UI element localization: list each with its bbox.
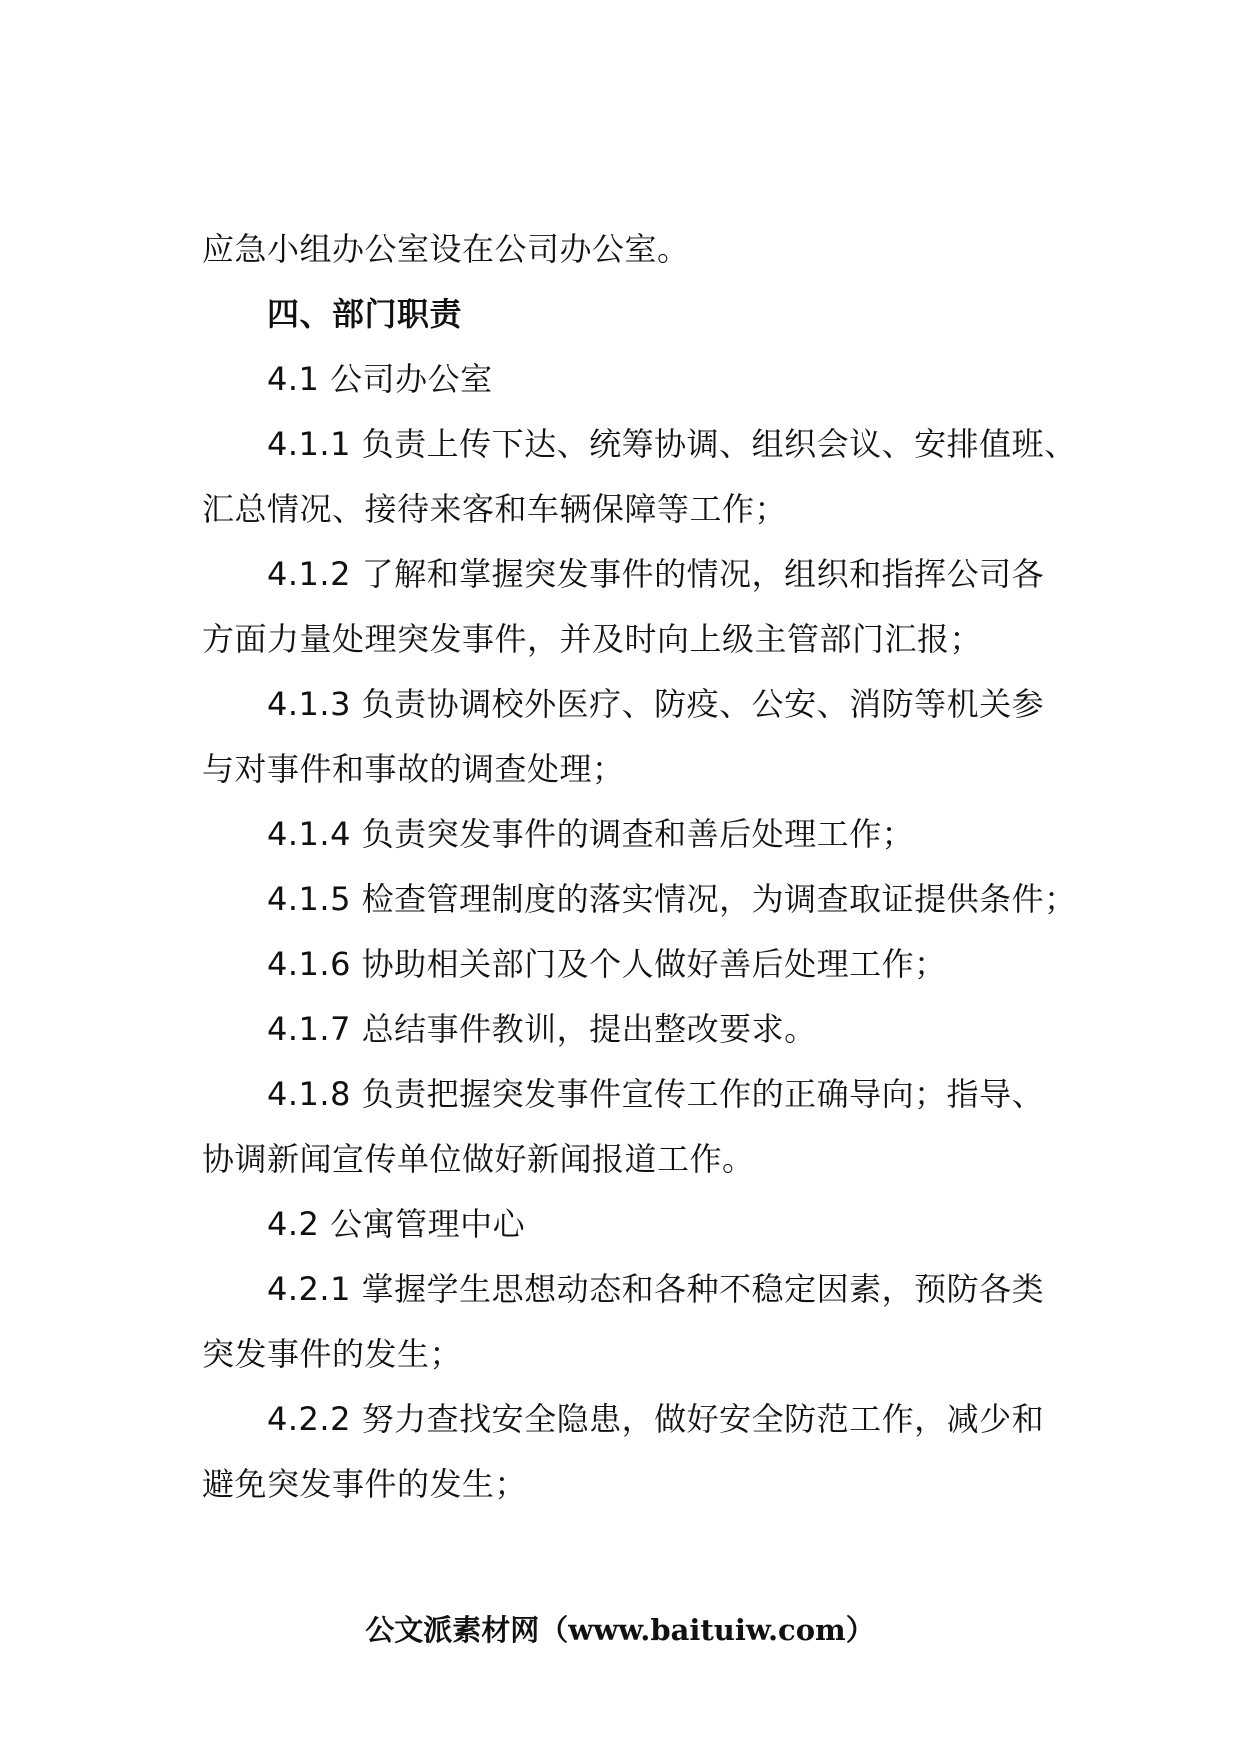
subsection-heading: 4.2 公寓管理中心 xyxy=(267,1205,526,1243)
clause-line: 4.1.6 协助相关部门及个人做好善后处理工作； xyxy=(267,945,947,983)
clause-line: 4.1.8 负责把握突发事件宣传工作的正确导向；指导、 xyxy=(267,1075,1045,1113)
clause-line: 4.1.2 了解和掌握突发事件的情况，组织和指挥公司各 xyxy=(267,555,1045,593)
clause-line: 方面力量处理突发事件，并及时向上级主管部门汇报； xyxy=(202,620,983,658)
clause-line: 与对事件和事故的调查处理； xyxy=(202,750,625,788)
clause-line: 汇总情况、接待来客和车辆保障等工作； xyxy=(202,490,788,528)
clause-line: 避免突发事件的发生； xyxy=(202,1465,528,1503)
clause-line: 4.2.2 努力查找安全隐患，做好安全防范工作，减少和 xyxy=(267,1400,1045,1438)
clause-line: 突发事件的发生； xyxy=(202,1335,463,1373)
paragraph-continuation: 应急小组办公室设在公司办公室。 xyxy=(202,230,690,268)
subsection-heading: 4.1 公司办公室 xyxy=(267,360,493,398)
clause-line: 4.1.1 负责上传下达、统筹协调、组织会议、安排值班、 xyxy=(267,425,1077,463)
clause-line: 4.1.7 总结事件教训，提出整改要求。 xyxy=(267,1010,817,1048)
clause-line: 4.1.3 负责协调校外医疗、防疫、公安、消防等机关参 xyxy=(267,685,1045,723)
clause-line: 4.2.1 掌握学生思想动态和各种不稳定因素，预防各类 xyxy=(267,1270,1045,1308)
clause-line: 协调新闻宣传单位做好新闻报道工作。 xyxy=(202,1140,755,1178)
section-heading: 四、部门职责 xyxy=(267,295,463,333)
clause-line: 4.1.4 负责突发事件的调查和善后处理工作； xyxy=(267,815,915,853)
clause-line: 4.1.5 检查管理制度的落实情况，为调查取证提供条件； xyxy=(267,880,1077,918)
page-footer-watermark: 公文派素材网（www.baituiw.com） xyxy=(365,1613,875,1647)
document-body xyxy=(202,217,1112,1517)
